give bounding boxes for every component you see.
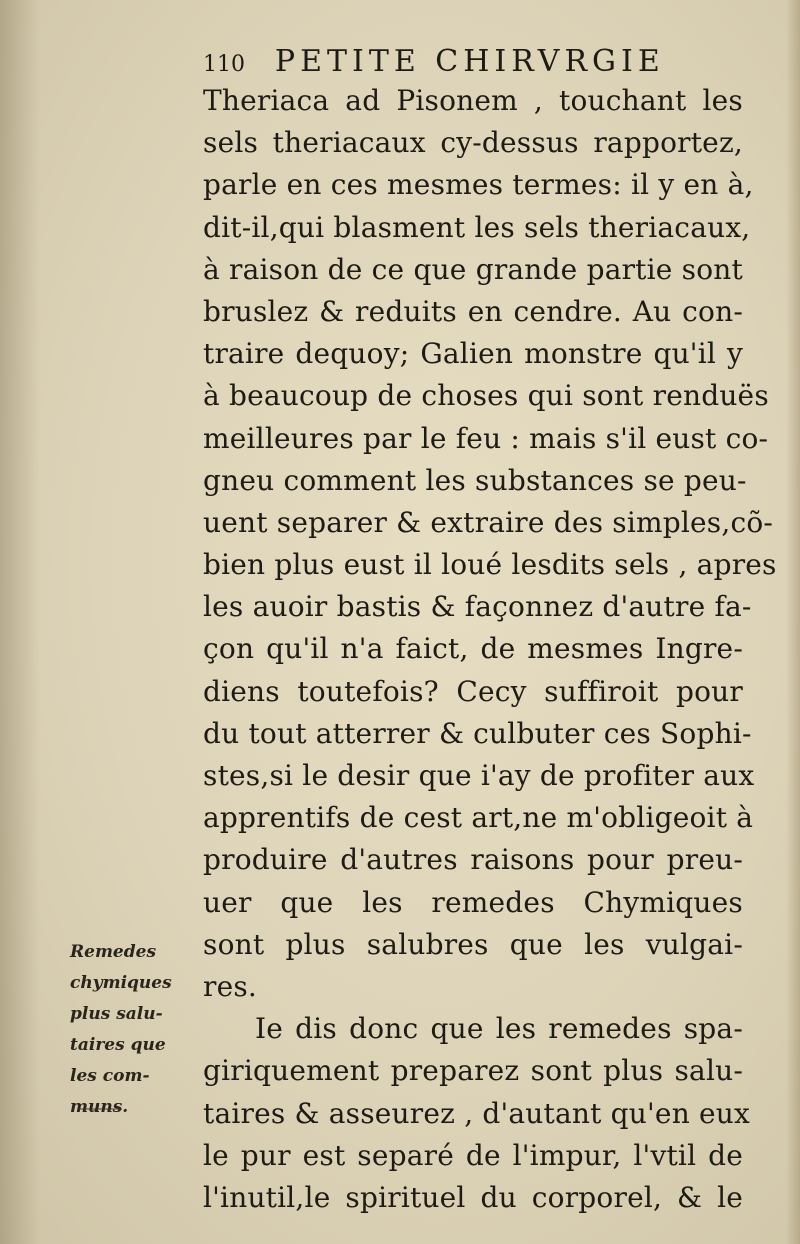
running-title: PETITE CHIRVRGIE bbox=[274, 44, 665, 79]
gutter-shadow bbox=[0, 0, 40, 1244]
text-line: le pur est separé de l'impur, l'vtil de bbox=[203, 1138, 743, 1172]
text-line: Theriaca ad Pisonem , touchant les bbox=[203, 84, 743, 117]
text-line: gneu comment les substances se peu- bbox=[203, 463, 747, 497]
marginal-note-line: les com- bbox=[70, 1066, 150, 1086]
marginal-note-line: plus salu- bbox=[70, 1004, 163, 1024]
text-line: sels theriacaux cy-dessus rapportez, bbox=[203, 126, 743, 160]
marginal-note-line: muns. bbox=[70, 1097, 129, 1117]
text-line: à raison de ce que grande partie sont bbox=[203, 252, 743, 286]
text-line: l'inutil,le spirituel du corporel, & le bbox=[203, 1180, 743, 1214]
marginal-note-line: chymiques bbox=[70, 973, 172, 993]
text-line: res. bbox=[203, 969, 258, 1003]
text-line: uent separer & extraire des simples,cõ- bbox=[203, 505, 774, 539]
text-line: uer que les remedes Chymiques bbox=[203, 885, 743, 919]
text-line: taires & asseurez , d'autant qu'en eux bbox=[203, 1096, 751, 1130]
text-line: bruslez & reduits en cendre. Au con- bbox=[203, 294, 743, 328]
running-head bbox=[203, 44, 723, 80]
page-number: 110 bbox=[203, 52, 245, 77]
text-line: diens toutefois? Cecy suffiroit pour bbox=[203, 674, 743, 708]
text-line: parle en ces mesmes termes: il y en à, bbox=[203, 168, 754, 202]
marginal-note-line: taires que bbox=[70, 1035, 166, 1055]
text-line: sont plus salubres que les vulgai- bbox=[203, 927, 743, 961]
text-line: du tout atterrer & culbuter ces Sophi- bbox=[203, 716, 752, 750]
marginal-note bbox=[70, 937, 190, 1123]
body-text bbox=[203, 80, 777, 1219]
text-line: les auoir bastis & façonnez d'autre fa- bbox=[203, 590, 752, 624]
marginal-rule bbox=[78, 1108, 122, 1110]
text-line: traire dequoy; Galien monstre qu'il y bbox=[203, 337, 743, 371]
text-line: dit-il,qui blasment les sels theriacaux, bbox=[203, 210, 751, 244]
page-edge-shadow bbox=[786, 0, 800, 1244]
text-line: bien plus eust il loué lesdits sels , apres bbox=[203, 548, 777, 582]
text-line: giriquement preparez sont plus salu- bbox=[203, 1054, 743, 1088]
text-line: çon qu'il n'a faict, de mesmes Ingre- bbox=[203, 632, 743, 666]
text-line: meilleures par le feu : mais s'il eust co- bbox=[203, 421, 769, 455]
text-line: stes,si le desir que i'ay de profiter aux bbox=[203, 759, 755, 792]
text-line: Ie dis donc que les remedes spa- bbox=[255, 1012, 743, 1046]
text-line: produire d'autres raisons pour preu- bbox=[203, 843, 743, 877]
text-line: apprentifs de cest art,ne m'obligeoit à bbox=[203, 801, 754, 835]
marginal-note-line: Remedes bbox=[70, 942, 157, 962]
text-line: à beaucoup de choses qui sont renduës bbox=[203, 379, 769, 413]
